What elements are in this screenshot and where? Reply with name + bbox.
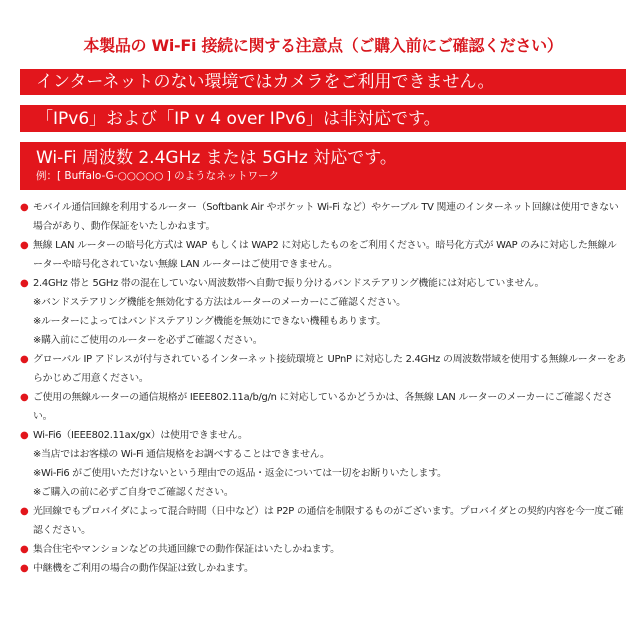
caution-list (20, 198, 626, 578)
banner-text: Wi-Fi 周波数 2.4GHz または 5GHz 対応です。 (36, 148, 397, 168)
list-item (20, 274, 626, 350)
banner-text: 「IPv6」および「IP v 4 over IPv6」は非対応です。 (36, 109, 441, 129)
bullet-icon: ● (20, 278, 29, 289)
list-item (20, 559, 626, 578)
banner-wifi-frequency (20, 142, 626, 190)
note-text: モバイル通信回線を利用するルーター（Softbank Air やポケット Wi-Fi など）やケーブル TV 関連のインターネット回線は使用できない場合があり、動作保証をいたしかねます。 (33, 202, 619, 232)
note-text: 中継機をご利用の場合の動作保証は致しかねます。 (33, 563, 254, 574)
note-text: グローバル IP アドレスが付与されているインターネット接続環境と UPnP に対応した 2.4GHz の周波数帯域を使用する無線ルーターをあらかじめご用意ください。 (33, 354, 626, 384)
sub-note: ※購入前にご使用のルーターを必ずご確認ください。 (33, 335, 263, 346)
note-text: 光回線でもプロバイダによって混合時間（日中など）は P2P の通信を制限するものがございます。プロバイダとの契約内容を今一度ご確認ください。 (33, 506, 624, 536)
bullet-icon: ● (20, 202, 29, 213)
bullet-icon: ● (20, 240, 29, 251)
note-text: 2.4GHz 帯と 5GHz 帯の混在していない周波数帯へ自動で振り分けるバンドステアリング機能には対応していません。 (33, 278, 545, 289)
list-item (20, 198, 626, 236)
bullet-icon: ● (20, 430, 29, 441)
banner-internet-required (20, 69, 626, 95)
bullet-icon: ● (20, 544, 29, 555)
banner-ipv6-unsupported (20, 105, 626, 132)
list-item (20, 540, 626, 559)
list-item (20, 388, 626, 426)
bullet-icon: ● (20, 506, 29, 517)
note-text: 無線 LAN ルーターの暗号化方式は WAP もしくは WAP2 に対応したものをご利用ください。暗号化方式が WAP のみに対応した無線ルーターや暗号化されていない無線 LAN ルーターはご使用できません。 (33, 240, 617, 270)
bullet-icon: ● (20, 354, 29, 365)
note-text: 集合住宅やマンションなどの共通回線での動作保証はいたしかねます。 (33, 544, 340, 555)
bullet-icon: ● (20, 563, 29, 574)
page-title: 本製品の Wi-Fi 接続に関する注意点（ご購入前にご確認ください） (83, 36, 563, 55)
sub-note: ※当店ではお客様の Wi-Fi 通信規格をお調べすることはできません。 (33, 449, 330, 460)
sub-note: ※ご購入の前に必ずご自身でご確認ください。 (33, 487, 234, 498)
bullet-icon: ● (20, 392, 29, 403)
banner-text: インターネットのない環境ではカメラをご利用できません。 (36, 72, 495, 92)
note-text: ご使用の無線ルーターの通信規格が IEEE802.11a/b/g/n に対応しているかどうかは、各無線 LAN ルーターのメーカーにご確認ください。 (33, 392, 613, 422)
note-text: Wi-Fi6（IEEE802.11ax/gx）は使用できません。 (33, 430, 248, 441)
sub-note: ※Wi-Fi6 がご使用いただけないという理由での返品・返金については一切をお断りいたします。 (33, 468, 447, 479)
list-item (20, 236, 626, 274)
list-item (20, 502, 626, 540)
sub-note: ※ルーターによってはバンドステアリング機能を無効にできない機種もあります。 (33, 316, 386, 327)
list-item (20, 350, 626, 388)
list-item (20, 426, 626, 502)
banner-example-text: 例：[ Buffalo-G-○○○○○ ] のようなネットワーク (36, 170, 280, 182)
sub-note: ※バンドステアリング機能を無効化する方法はルーターのメーカーにご確認ください。 (33, 297, 406, 308)
